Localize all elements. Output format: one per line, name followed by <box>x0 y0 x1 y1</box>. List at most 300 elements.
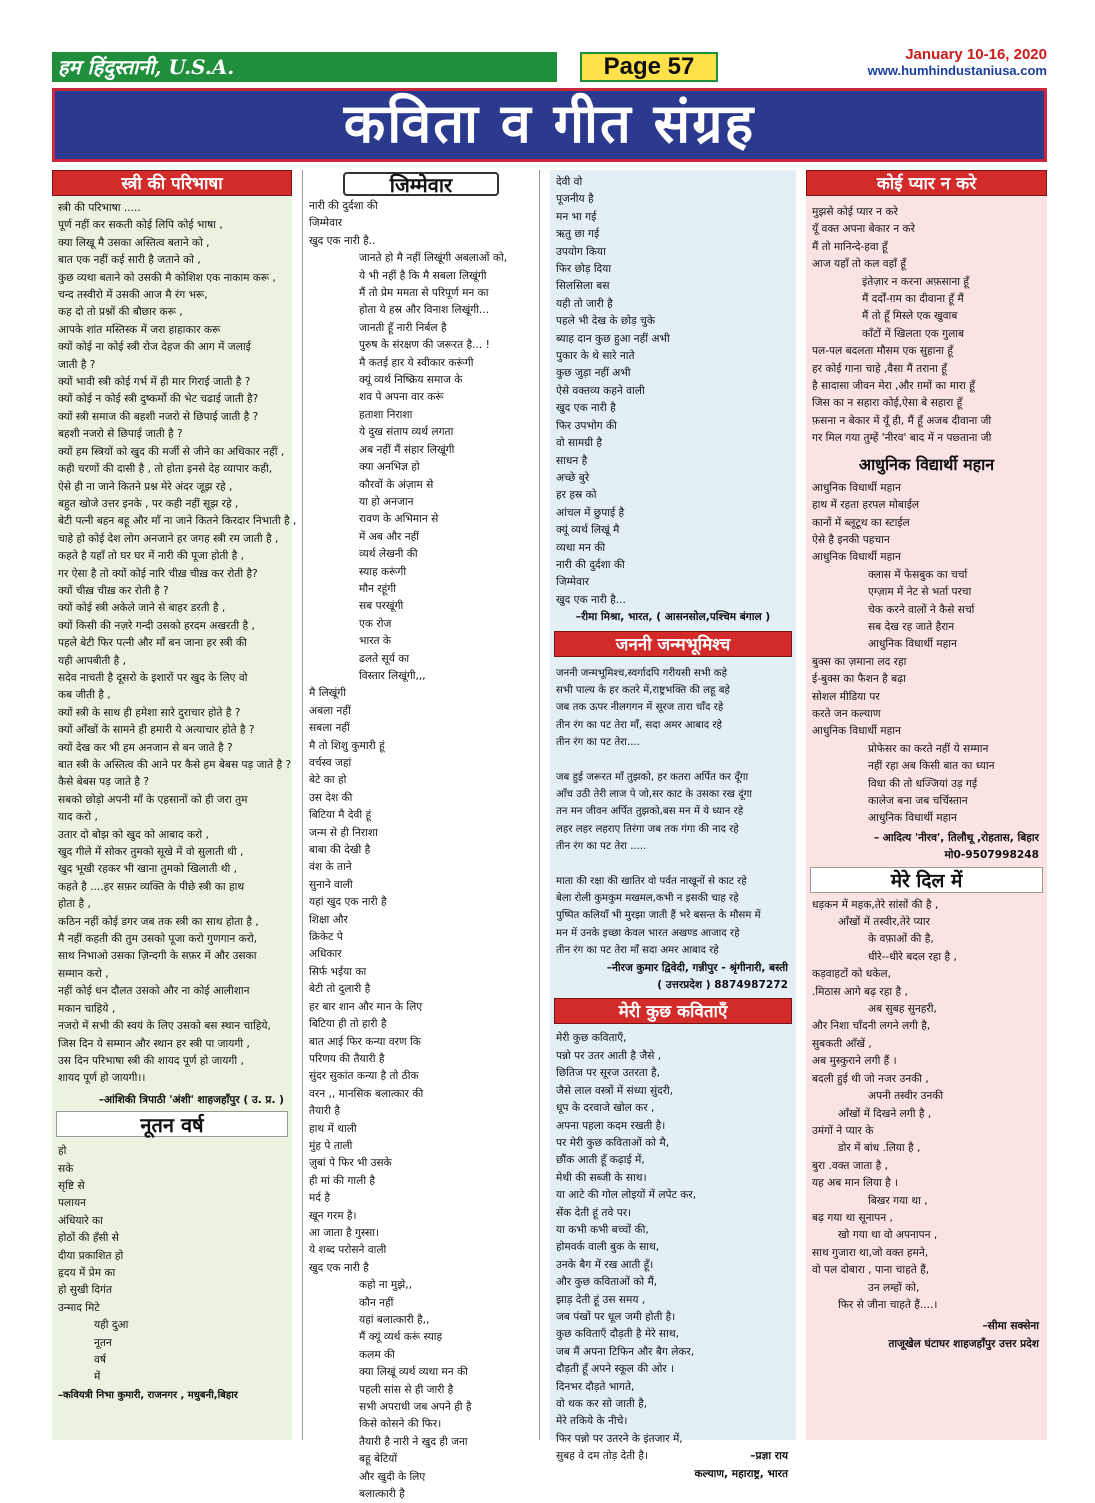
poem-line: आधुनिक विधार्थी महान <box>812 551 901 564</box>
poem-line: एक रोज <box>359 617 392 630</box>
poem-line: आँखों में तस्वीर,तेरे प्यार <box>838 916 930 929</box>
poem-line: धीरे--धीरे बदल रहा है , <box>868 950 957 963</box>
poem-line: पल-पल बदलता मौसम एक सुहाना हूँ <box>812 345 954 358</box>
poem-line: दिनभर दौड़ते भागते, <box>556 1380 635 1393</box>
poem-line: जब तक ऊपर नीलगगन में सूरज तारा चाँद रहे <box>556 702 724 714</box>
poem-line: होठों की हँसी से <box>58 1232 119 1245</box>
poem-credit: –कवियत्री निभा कुमारी, राजनगर , मधुबनी,बिहार <box>58 1389 238 1401</box>
page-number: Page 57 <box>580 52 718 82</box>
poem-line: कालेज बना जब चर्चिस्तान <box>868 795 968 807</box>
poem-body <box>806 196 1047 274</box>
poem-line: सब देख रह जाते हैरान <box>868 620 955 633</box>
poem-line: फिर पन्नो पर उतरने के इंतजार में, <box>556 1432 683 1445</box>
poem-line: भारत के <box>359 635 392 648</box>
poem-line: यही तो जारी है <box>556 297 613 310</box>
poem-line: और निशा चाँदनी लगने लगी है, <box>812 1020 931 1033</box>
poem-line: जब मैं अपना टिफिन और बैग लेकर, <box>556 1345 695 1358</box>
poem-line: आँच उठी तेरी लाज पे जो,सर काट के उसका रख दूंगा <box>556 789 753 800</box>
poem-line: वंश के ताने <box>309 861 352 874</box>
poem-line: ऐसे वक्तव्य कहने वाली <box>556 384 645 397</box>
poem-line: अंधियारे का <box>58 1214 103 1227</box>
poem-line: होता है , <box>58 898 91 911</box>
poem-stanza <box>550 856 796 960</box>
poem-line: साथ गुजारा था,जो वक्त हमने, <box>812 1246 929 1259</box>
poem-body <box>550 170 796 609</box>
poem-line: व्यर्थ लेखनी की <box>359 548 418 561</box>
poem-credit: कल्याण, महाराष्ट्र, भारत <box>694 1467 788 1480</box>
poem-line: वो थक कर सो जाती है, <box>556 1398 648 1410</box>
poem-line: और कुछ कविताओं को मैं, <box>556 1276 658 1289</box>
poem-line: बलात्कारी है <box>359 1488 405 1501</box>
poem-body <box>806 478 1047 828</box>
poem-line: खुद भूखी रहकर भी खाना तुमको खिलाती थी , <box>58 863 237 876</box>
poem-line: जिम्मेवार <box>556 576 590 589</box>
poem-line: आंचल में छुपाई है <box>556 506 625 519</box>
masthead <box>52 46 1047 84</box>
poem-line: सेंक देती हूं तवे पर। <box>556 1206 632 1219</box>
poem-line: कुछ कविताएँ दौड़ती है मेरे साथ, <box>556 1328 679 1341</box>
poem-line: वरन ,, मानसिक बलात्कार की <box>309 1087 424 1100</box>
poem-line: मेरी कुछ कविताएँ, <box>556 1032 627 1045</box>
poem-last-line <box>550 1448 796 1465</box>
poem-line: क्या अनभिज्ञ हो <box>359 461 420 474</box>
poem-line: हृदय में प्रेम का <box>58 1266 116 1279</box>
poem-line: क्या लिखूं व्यर्थ व्यथा मन की <box>359 1366 468 1379</box>
poem-line: मुंह पे ताली <box>309 1139 353 1152</box>
poem-line: पूजनीय है <box>556 193 594 206</box>
poem-line: जिम्मेवार <box>309 217 343 230</box>
poem-line: तीन रंग का पट तेरा ..... <box>556 841 647 853</box>
poem-line: बात आई फिर कन्या वरण कि <box>309 1035 421 1048</box>
poem-line: मै नहीं कहती की तुम उसको पूजा करो गुणगान करो, <box>58 933 258 946</box>
column-2 <box>302 170 540 1501</box>
poem-line: ही मां की गाली है <box>309 1174 376 1187</box>
poem-line: आज यहाँ तो कल वहाँ हूँ <box>812 258 907 271</box>
poem-line: पहले बेटी फिर पत्नी और माँ बन जाना हर स्त्री की <box>58 637 247 650</box>
poem-line: मैं दर्दों-ग़म का दीवाना हूँ मैं <box>862 293 964 306</box>
poem-line: मैं तो प्रेम ममता से परिपूर्ण मन का <box>359 287 489 300</box>
poem-line: हो सुखी दिगंत <box>58 1284 113 1297</box>
poem-line: मर्द है <box>309 1192 330 1205</box>
poem-line: आ जाता है गुस्सा। <box>309 1226 380 1239</box>
poem-line: हर कोई गाना चाहे ,वैसा मैं तराना हूँ <box>812 362 947 375</box>
poem-line: बिटिया मै देवी हूं <box>309 809 372 822</box>
poem-line: वर्चस्व जहां <box>309 757 352 769</box>
poem-line: सब परखूंगी <box>359 600 404 613</box>
poem-title: जननी जन्मभूमिश्च <box>554 631 792 657</box>
poem-line: गर ऐसा है तो क्यों कोई नारि चीख़ चीख़ कर रोती है? <box>58 567 258 580</box>
poem-line: ऐसे ही ना जाने कितने प्रश्न मेरे अंदर जूझ रहे , <box>58 480 233 493</box>
poem-line: सुनाने वाली <box>309 878 353 891</box>
poem-line: सिर्फ भईया का <box>309 965 367 978</box>
poem-line: में अब और नहीं <box>359 530 419 543</box>
poem-body <box>550 1024 796 1448</box>
poem-line: क्यों चीख़ चीख़ कर रोती है ? <box>58 584 169 597</box>
poem-line: तीन रंग का पट तेरा माँ सदा अमर आबाद रहे <box>556 945 719 957</box>
poem-line: वर्ष <box>94 1354 107 1366</box>
poem-line: यहां खुद एक नारी है <box>309 896 387 909</box>
poem-line: खो गया था वो अपनापन , <box>838 1229 938 1242</box>
poem-line: बहुत खोजे उत्तर इनके , पर कही नहीं सूझ रहे , <box>58 497 239 510</box>
poem-line: खुद एक नारी है <box>556 402 616 415</box>
website-url[interactable]: www.humhindustaniusa.com <box>867 63 1047 78</box>
poem-line: स्त्री की परिभाषा ..... <box>58 202 141 214</box>
poem-line: जानते हो मै नहीं लिखूंगी अबलाओं को, <box>359 252 508 265</box>
poem-line: हताशा निराशा <box>359 408 413 421</box>
poem-line: तीन रंग का पट तेरा माँ, सदा अमर आबाद रहे <box>556 719 722 731</box>
poem-line: बेटी पत्नी बहन बहू और माँ ना जाने कितने किरदार निभाती है , <box>58 515 297 528</box>
poem-credit: ( उत्तरप्रदेश ) 8874987272 <box>657 979 788 992</box>
poem-line: जानती हूँ नारी निर्बल है <box>359 321 447 334</box>
poem-line: वो सामग्री है <box>556 437 602 450</box>
poem-credit: मो0-9507998248 <box>944 849 1039 862</box>
poem-line: आधुनिक विधार्थी महान <box>812 725 901 738</box>
poem-line: एग्ज़ाम में नेट से भर्ता परचा <box>868 586 972 599</box>
poem-credit: –रीमा मिश्रा, भारत, ( आसनसोल,पश्चिम बंगाल ) <box>575 611 771 624</box>
poem-line: क्रिकेट पे <box>309 931 343 944</box>
poem-line: चाहे हो कोई देश लोग अनजाने हर जगह स्त्री रम जाती है , <box>58 532 279 545</box>
poem-line: सके <box>58 1162 74 1175</box>
poem-line: क्यों आँखों के सामने ही हमारी ये अत्याचार होते है ? <box>58 724 255 737</box>
poem-line: मकान चाहिये , <box>58 1002 116 1015</box>
poem-line: खुद गीले में सोकर तुमको सूखे में वो सुलाती थी , <box>58 846 244 859</box>
poem-line: उतार दो बोझ को खुद को आबाद करो , <box>58 828 209 841</box>
poem-line: ज़ुबां पे फिर भी उसके <box>309 1157 392 1170</box>
poem-title: मेरे दिल में <box>810 867 1043 893</box>
poem-line: आँखों में दिखने लगी है , <box>838 1107 932 1120</box>
poem-line: अपनी तस्वीर उनकी <box>868 1090 944 1103</box>
poem-line: क्यूं व्यर्थ निष्क्रिय समाज के <box>359 374 463 387</box>
poem-line: कठिन नहीं कोई डगर जब तक स्त्री का साथ होता है , <box>58 915 259 928</box>
poem-credit: –प्रज्ञा राय <box>750 1450 788 1463</box>
poem-line: दौड़ती हूँ अपने स्कूल की ओर । <box>556 1363 675 1376</box>
poem-line: कहते है ....हर सफ़र व्यक्ति के पीछे स्त्री का हाथ <box>58 880 245 893</box>
poem-line: हाथ में रहता हरपल मोबाईल <box>812 499 920 512</box>
poem-line: मुझसे कोई प्यार न करे <box>812 206 898 218</box>
poem-line: वो पल दोबारा , पाना चाहते हैं, <box>812 1264 930 1277</box>
poem-line: यहां बलात्कारी है,, <box>359 1314 430 1326</box>
poem-line: विस्तार लिखूंगी,,, <box>359 669 426 682</box>
poem-line: अच्छे बुरे <box>556 471 590 484</box>
poem-line: बेटे का हो <box>309 774 347 787</box>
poem-line: यूँ वक्त अपना बेकार न करे <box>812 223 915 236</box>
poem-line: दीया प्रकाशित हो <box>58 1249 124 1262</box>
poem-line: मैं तो मानिन्दे-हवा हूँ <box>812 240 888 253</box>
poem-body <box>303 685 539 1277</box>
poem-line: कही चरणों की दासी है , तो होता इनसे देह व्यापार कही, <box>58 463 273 476</box>
section-banner: कविता व गीत संग्रह <box>52 88 1047 162</box>
column-3 <box>550 170 796 1480</box>
poem-line: आधुनिक विधार्थी महान <box>812 481 901 494</box>
poem-line: कौन नहीं <box>359 1296 394 1309</box>
poem-line: सभी अपराधी जब अपने ही है <box>359 1401 472 1414</box>
poem-line: बढ़ गया था सूनापन , <box>812 1211 893 1224</box>
poem-line: मै तो शिशु कुमारी हूं <box>309 739 385 752</box>
poem-line: बेटी तो दुलारी है <box>309 983 371 996</box>
poem-line: साधन है <box>556 454 588 467</box>
poem-line: जन्म से ही निराशा <box>309 826 378 839</box>
poem-line: होता ये हस्र और विनाश लिखूंगी... <box>359 304 490 317</box>
poem-line: अपना पहला कदम रखती है। <box>556 1119 666 1132</box>
poem-line: ये शब्द परोसने वाली <box>309 1244 387 1257</box>
poem-credit: – आदित्य 'नीरव', तिलौथू ,रोहतास, बिहार <box>873 831 1039 844</box>
poem-line: बुक्स का ज़माना लद रहा <box>812 655 907 668</box>
poem-line: सदेव नाचती है दूसरो के इशारों पर खुद के लिए वो <box>58 671 248 684</box>
poem-line: उनके बैग में रख आती हूँ। <box>556 1258 654 1271</box>
poem-line: क्लास में फेसबुक का चर्चा <box>868 568 968 581</box>
poem-title: जिम्मेवार <box>343 172 499 196</box>
poem-line: जब हुई जरूरत माँ तुझको, हर कतरा अर्पित कर दूँगा <box>556 771 749 783</box>
poem-body <box>52 1139 292 1387</box>
poem-line: क्यों किसी की नज़रे गन्दी उसको हरदम अखरती है , <box>58 619 255 632</box>
poem-line: रावण के अभिमान से <box>359 513 439 526</box>
poem-line: सबको छोड़ो अपनी माँ के एहसानों को ही जरा तुम <box>58 793 248 806</box>
poem-line: तैयारी है नारी ने खुद ही जना <box>359 1435 468 1448</box>
poem-stanza <box>550 657 796 752</box>
poem-line: शायद पूर्ण हो जायगी।। <box>58 1072 146 1085</box>
poem-line: मेरे तकिये के नीचे। <box>556 1415 628 1428</box>
poem-line: शिक्षा और <box>309 913 348 926</box>
poem-title: आधुनिक विद्यार्थी महान <box>858 454 995 474</box>
poem-line: सृष्टि से <box>58 1179 85 1192</box>
poem-line: उपयोग किया <box>556 245 606 258</box>
poem-title: कोई प्यार न करे <box>806 170 1047 196</box>
poem-line: बहू बेटियों <box>359 1453 398 1466</box>
poem-line: मन में उनके इच्छा केवल भारत अखण्ड आजाद रहे <box>556 927 740 939</box>
poem-line: अब मुस्कुराने लगी हैं । <box>812 1055 897 1068</box>
poem-line: या आटे की गोल लोइयों में लपेट कर, <box>556 1189 697 1202</box>
poem-line: सुंदर सुकांत कन्या है तो ठीक <box>309 1070 419 1083</box>
column-4 <box>806 170 1047 1440</box>
poem-line: तीन रंग का पट तेरा.... <box>556 737 640 749</box>
poem-line: कह दो तो प्रश्नों की बौछार करू , <box>58 306 183 319</box>
poem-line: क्या लिखू मै उसका अस्तित्व बताने को , <box>58 236 210 249</box>
poem-line: गर मिल गया तुम्हें 'नीरव' बाद में न पछ्ताना जी <box>812 432 992 445</box>
poem-line: क्यों स्त्री के साथ ही हमेशा सारे दुराचार होते है ? <box>58 706 241 719</box>
poem-line: आधुनिक विधार्थी महान <box>868 812 957 825</box>
issue-date: January 10-16, 2020 <box>905 46 1047 63</box>
poem-title: मेरी कुछ कविताएँ <box>554 998 792 1024</box>
poem-line: यही आपबीती है , <box>58 654 127 667</box>
poem-credit: –आंशिकी त्रिपाठी 'अंशी' शाहजहाँपुर ( उ. प्र. ) <box>98 1093 284 1106</box>
poem-line: होमवर्क वाली बुक के साथ, <box>556 1241 660 1254</box>
poem-line: फिर उपभोग की <box>556 419 617 432</box>
poem-line: खुद एक नारी है <box>309 1261 369 1274</box>
dateline <box>868 46 1047 78</box>
poem-line: मन भा गई <box>556 210 597 223</box>
poem-body <box>806 274 1047 344</box>
poem-line: हाथ में थाली <box>309 1122 357 1135</box>
poem-line: कहो ना मुझे,, <box>359 1279 412 1292</box>
poem-line: यह अब मान लिया है । <box>812 1177 899 1190</box>
poem-line: या कभी कभी बच्चों की, <box>556 1223 649 1236</box>
poem-line: चन्द तस्वीरो में उसकी आज मै रंग भरू, <box>58 289 208 302</box>
poem-line: परिणय की तैयारी है <box>309 1052 385 1065</box>
poem-line: जिस का न सहारा कोई,ऐसा बे सहारा हूँ <box>812 397 963 410</box>
poem-line: छौंक आती हूँ कढ़ाई में, <box>556 1154 645 1167</box>
poem-line: ई-बुक्स का फैशन है बढ़ा <box>812 673 906 686</box>
poem-line: सुबकती आँखें , <box>812 1037 872 1050</box>
poem-line: है सादासा जीवन मेरा ,और ग़मों का मारा हूँ <box>812 380 975 393</box>
poem-line: धड़कन में महक,तेरे सांसों की है , <box>812 898 939 911</box>
poem-line: पुष्पित कलियाँ भी मुरझा जाती हैं भरे बसन्त के मौसम में <box>556 910 761 922</box>
poem-line: कौरवों के अंज़ाम से <box>359 478 434 491</box>
poem-line: माता की रक्षा की खातिर वो पर्वत नाखूनों से काट रहे <box>556 875 747 887</box>
poem-line: पर मेरी कुछ कविताओं को मै, <box>556 1136 670 1149</box>
poem-line: पुरुष के संरक्षण की जरूरत है... ! <box>359 339 490 352</box>
poem-line: पन्नो पर उतर आती है जैसे , <box>556 1049 662 1062</box>
poem-line: बहशी नजरो से छिपाई जाती है ? <box>58 428 183 441</box>
poem-line: झाड़ देती हूं उस समय , <box>556 1293 646 1306</box>
poem-line: सभी पाल्य के हर कतरे में,राष्ट्रभक्ति की लहू बहे <box>556 684 730 696</box>
poem-line: खुद एक नारी है... <box>556 593 626 606</box>
poem-line: फ़सना न बेकार में यूँ ही, मैं हूँ अजब दीवाना जी <box>812 414 992 427</box>
poem-line: साथ निभाओ उसका ज़िन्दगी के सफ़र में और उसका <box>58 950 257 963</box>
poem-line: कलम की <box>359 1348 395 1361</box>
poem-line: मौन रहूंगी <box>359 582 396 595</box>
poem-line: कानों में ब्लूटूथ का स्टाईल <box>812 516 910 529</box>
poem-line: सोशल मीडिया पर <box>812 690 880 703</box>
poem-line: जिस दिन ये सम्मान और स्थान हर स्त्री पा जायगी , <box>58 1037 250 1050</box>
poem-line: नजरो में सभी की स्वयं के लिए उसको बस स्थान चाहिये, <box>58 1020 271 1033</box>
poem-title: स्त्री की परिभाषा <box>52 170 292 196</box>
poem-line: अबला नहीं <box>309 704 351 717</box>
poem-line: क्यों कोई न कोई स्त्री दुष्कर्मो की भेट चढाई जाती है? <box>58 393 259 406</box>
poem-line: कुछ व्यथा बताने को उसकी मै कोशिश एक नाकाम करू , <box>58 271 276 284</box>
poem-line: पलायन <box>58 1197 86 1210</box>
poem-line: कैसे बेबस पड़ जाते है ? <box>58 776 149 789</box>
poem-stanza <box>550 752 796 856</box>
poem-line: हर हस्र को <box>556 489 597 502</box>
poem-line: तन मन जीवन अर्पित तुझको,बस मन में ये ध्यान रहे <box>556 806 744 818</box>
poem-line: मेथी की सब्जी के साथ। <box>556 1171 647 1184</box>
poem-credit: ताजूखेल घंटाघर शाहजहाँपुर उत्तर प्रदेश <box>888 1337 1039 1350</box>
poem-line: पुकार के थे सारे नाते <box>556 350 635 363</box>
poem-line: क्यों कोई ना कोई स्त्री रोज देहज की आग में जलाई <box>58 341 251 354</box>
poem-line: ऋतु छा गई <box>556 228 600 241</box>
poem-line: क्यूं व्यर्थ लिखूं मै <box>556 524 620 537</box>
poem-line: ऐसे है इनकी पहचान <box>812 533 890 546</box>
poem-line: अब नहीं मैं संहार लिखूंगी <box>359 443 455 456</box>
poem-body <box>303 250 539 685</box>
poem-line: सुबह वे दम तोड़ देती है। <box>556 1450 649 1463</box>
poem-line: बिटिया ही तो हारी है <box>309 1018 387 1031</box>
poem-line: करते जन कल्याण <box>812 707 881 720</box>
poem-line: या हो अनजान <box>359 495 414 508</box>
poem-line: जाती है ? <box>58 358 96 371</box>
poem-line: पहली सांस से ही जारी है <box>359 1383 454 1396</box>
poem-line: बेला रोली कुमकुम मखमल,कभी न इसकी चाह रहे <box>556 893 739 905</box>
poem-line: उमंगों ने प्यार के <box>812 1124 874 1137</box>
poem-line: देवी वो <box>556 176 583 188</box>
poem-line: धूप के दरवाजे खोल कर , <box>556 1102 655 1115</box>
poem-line: बाबा की देखी है <box>309 844 371 857</box>
poem-line: कुछ जुड़ा नहीं अभी <box>556 367 631 380</box>
poem-line: क्यों देख कर भी हम अनजान से बन जाते है ? <box>58 741 233 754</box>
poem-line: मैं तो हूँ मिस्ले एक खुवाब <box>862 310 958 323</box>
poem-line: फिर छोड़ दिया <box>556 263 612 276</box>
poem-line: हर बार शान और मान के लिए <box>309 1000 423 1013</box>
poem-line: फिर से जीना चाहते हैं....। <box>838 1298 938 1311</box>
poem-body <box>52 196 297 1088</box>
poem-line: और खुदी के लिए <box>359 1470 426 1483</box>
poem-line: किसे कोसने की फिर। <box>359 1418 442 1431</box>
column-1 <box>52 170 297 1440</box>
poem-body <box>303 196 539 250</box>
poem-line: बात एक नहीं कई सारी है जताने को , <box>58 254 201 267</box>
poem-line: आधुनिक विधार्थी महान <box>868 638 957 651</box>
poem-line: जब पंखों पर धूल जमी होती है। <box>556 1310 676 1323</box>
poem-line: बुरा .वक्त जाता है , <box>812 1159 888 1172</box>
poem-line: .मिठास आगे बढ़ रहा है , <box>812 985 908 998</box>
poem-line: आपके शांत मस्तिस्क में जरा हाहाकार करू <box>58 323 221 336</box>
poem-body <box>303 1277 539 1503</box>
poem-line: ये भी नहीं है कि मै सबला लिखूंगी <box>359 269 487 282</box>
poem-line: नारी की दुर्दशा की <box>556 558 625 571</box>
poem-line: क्यों भावी स्त्री कोई गर्भ में ही मार गिराई जाती है ? <box>58 376 251 389</box>
poem-line: नहीं कोई धन दौलत उसको और ना कोई आलीशान <box>58 985 250 998</box>
poem-line: हो <box>58 1145 67 1158</box>
poem-line: सिलसिला बस <box>556 280 610 293</box>
poem-line: ये दुख संताप व्यर्थ लगता <box>359 426 454 439</box>
poem-line: चेक करने वालों ने कैसे सर्चा <box>868 603 975 616</box>
poem-line: प्रोफेसर का करते नहीं ये सम्मान <box>868 742 989 755</box>
poem-line: सबला नहीं <box>309 722 350 735</box>
poem-line: नारी की दुर्दशा की <box>309 200 378 212</box>
poem-line: शव पे अपना वार करूं <box>359 391 444 404</box>
poem-line: उस दिन परिभाषा स्त्री की शायद पूर्ण हो जायगी , <box>58 1054 244 1067</box>
poem-line: बिखर गया था , <box>868 1194 928 1207</box>
poem-line: पूर्ण नहीं कर सकती कोई लिपि कोई भाषा , <box>58 219 223 232</box>
poem-line: के वफ़ाओं की है, <box>868 933 934 946</box>
poem-line: छितिज पर सूरज उतरता है, <box>556 1067 660 1080</box>
poem-line: बात स्त्री के अस्तित्व की आने पर कैसे हम बेबस पड़ जाते है ? <box>58 759 292 771</box>
poem-line: अब सुबह सुनहरी, <box>868 1003 937 1016</box>
poem-title: नूतन वर्ष <box>56 1111 288 1137</box>
poem-line: में <box>94 1371 101 1384</box>
poem-line: कड़वाहटों को धकेल, <box>812 968 891 981</box>
poem-line: उस देश की <box>309 791 353 804</box>
poem-credit: –नीरज कुमार द्विवेदी, गन्नीपुर - श्रृंगीनारी, बस्ती <box>606 961 788 974</box>
poem-line: जैसे लाल वस्त्रों में संध्या सुंदरी, <box>556 1084 674 1097</box>
poem-line: खून गरम है। <box>309 1209 357 1222</box>
poem-line: लहर लहर लहराए तिरंगा जब तक गंगा की नाद रहे <box>556 823 739 835</box>
poem-line: नहीं रहा अब किसी बात का ध्यान <box>868 760 995 773</box>
poem-line: नूतन <box>94 1336 112 1349</box>
poem-line: ढलते सूर्य का <box>359 652 410 665</box>
poem-line: बदली हुई थी जो नजर उनकी , <box>812 1072 929 1085</box>
poem-line: मै लिखूंगी <box>309 687 347 700</box>
poem-line: कब जीती है , <box>58 689 111 702</box>
poem-line: विधा की तो धज्जियां उड़ गई <box>868 777 978 790</box>
poem-line: सम्मान करो , <box>58 967 109 980</box>
poem-line: क्यों हम स्त्रियों को खुद की मर्जी से जीने का अधिकार नहीं , <box>58 445 285 458</box>
poem-line: मै कतई हार ये स्वीकार करूंगी <box>359 356 474 369</box>
poem-line: कहते है यहाँ तो घर घर में नारी की पूजा होती है , <box>58 550 244 563</box>
poem-line: काँटों में खिलता एक गुलाब <box>862 327 965 340</box>
poem-line: व्यथा मन की <box>556 541 606 554</box>
poem-line: खुद एक नारी है.. <box>309 234 376 247</box>
poem-line: याद करो , <box>58 811 98 824</box>
newspaper-brand: हम हिंदुस्तानी, U.S.A. <box>52 52 557 82</box>
poem-body <box>806 343 1047 447</box>
poem-line: मैं क्यूं व्यर्थ करूं स्याह <box>359 1331 443 1344</box>
poem-line: यही दुआ <box>94 1319 129 1332</box>
poem-line: क्यों कोई स्त्री अकेले जाने से बाहर डरती है , <box>58 602 226 615</box>
poem-line: स्याह करूंगी <box>359 565 407 578</box>
poem-line: पहले भी देख के छोड़ चुके <box>556 315 655 328</box>
poem-body <box>806 895 1047 1315</box>
